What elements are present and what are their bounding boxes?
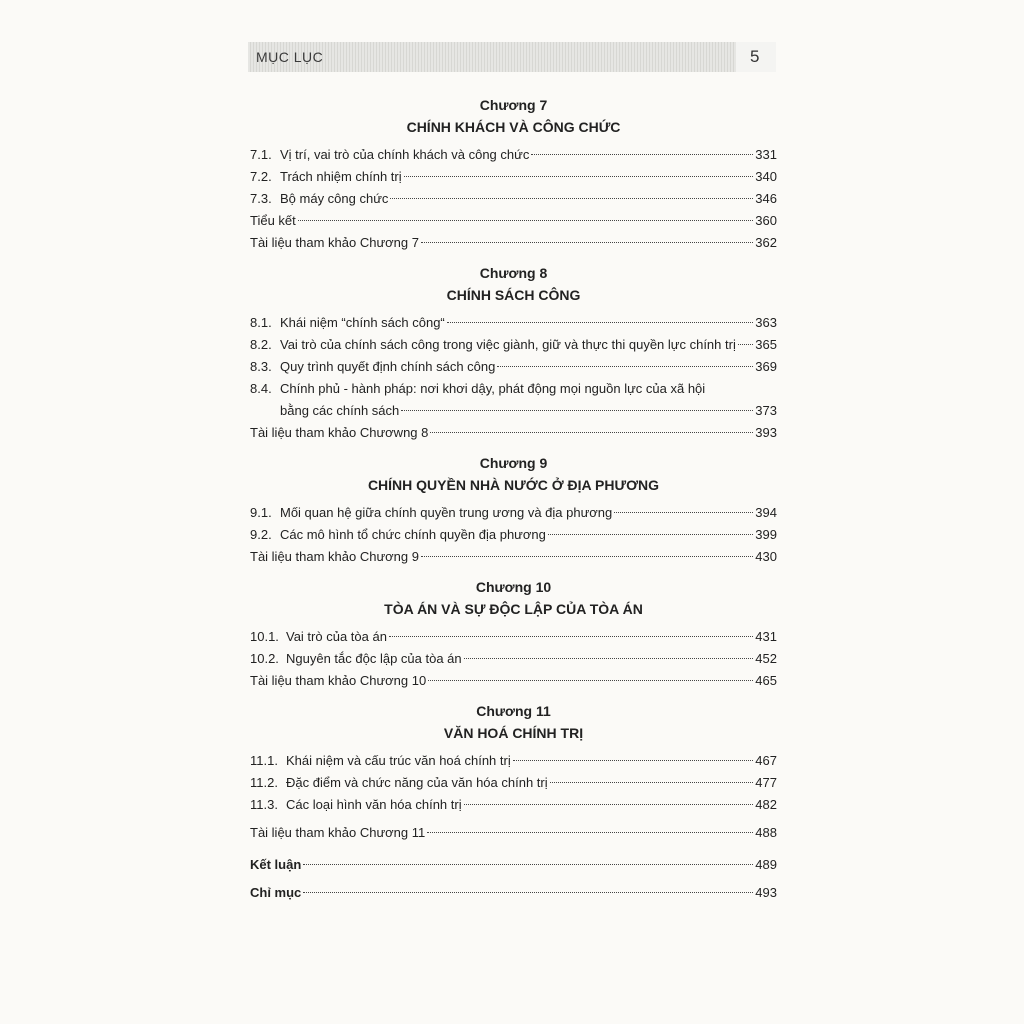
entry-label: Khái niệm và cấu trúc văn hoá chính trị	[286, 753, 511, 768]
entry-page: 482	[755, 797, 777, 812]
entry-label: Tài liệu tham khảo Chương 10	[250, 673, 427, 688]
dot-leader	[614, 512, 753, 513]
dot-leader	[738, 344, 753, 345]
entry-label: Khái niệm “chính sách công“	[280, 315, 445, 330]
toc-entry[interactable]	[250, 772, 777, 794]
entry-label: Nguyên tắc độc lập của tòa án	[286, 651, 462, 666]
entry-page: 340	[755, 169, 777, 184]
entry-page: 430	[755, 549, 777, 564]
chapter-title: TÒA ÁN VÀ SỰ ĐỘC LẬP CỦA TÒA ÁN	[384, 601, 643, 617]
entry-label: Tài liệu tham khảo Chươwng 8	[250, 425, 429, 440]
chapter-title: VĂN HOÁ CHÍNH TRỊ	[443, 725, 584, 741]
entry-page: 365	[755, 337, 777, 352]
toc-entry[interactable]	[250, 822, 777, 844]
toc-entry[interactable]	[250, 210, 777, 232]
entry-label: Mối quan hệ giữa chính quyền trung ương và địa phương	[280, 505, 613, 520]
dot-leader	[430, 432, 753, 433]
toc-entry-conclusion[interactable]	[250, 854, 777, 876]
chapter-section	[250, 96, 777, 254]
entry-page: 363	[755, 315, 777, 330]
running-header	[248, 42, 776, 72]
entry-page: 369	[755, 359, 777, 374]
toc-entry[interactable]	[250, 166, 777, 188]
end-matter	[250, 854, 777, 904]
dot-leader	[447, 322, 754, 323]
table-of-contents	[250, 96, 777, 904]
entry-label: Chỉ mục	[250, 885, 302, 900]
dot-leader	[389, 636, 753, 637]
entry-label: Trách nhiệm chính trị	[280, 169, 402, 184]
chapter-number: Chương 9	[479, 455, 548, 471]
entry-page: 493	[755, 885, 777, 900]
entry-label: Chính phủ - hành pháp: nơi khơi dậy, phát động mọi nguồn lực của xã hội	[280, 381, 706, 396]
chapter-section	[250, 702, 777, 844]
dot-leader	[428, 680, 753, 681]
chapter-title: CHÍNH SÁCH CÔNG	[446, 287, 581, 303]
dot-leader	[303, 864, 753, 865]
entry-page: 362	[755, 235, 777, 250]
entry-number: 10.1.	[250, 629, 279, 644]
entry-page: 331	[755, 147, 777, 162]
entry-page: 488	[755, 825, 777, 840]
chapter-section	[250, 454, 777, 568]
toc-entry[interactable]	[250, 356, 777, 378]
entry-page: 394	[755, 505, 777, 520]
toc-entry[interactable]	[250, 524, 777, 546]
entry-page: 431	[755, 629, 777, 644]
chapter-title: CHÍNH KHÁCH VÀ CÔNG CHỨC	[406, 119, 621, 135]
entry-label: Tài liệu tham khảo Chương 11	[250, 825, 426, 840]
entry-label: Vai trò của tòa án	[286, 629, 387, 644]
chapter-number: Chương 7	[479, 97, 548, 113]
entry-number: 8.1.	[250, 315, 272, 330]
entry-label: Đặc điểm và chức năng của văn hóa chính trị	[286, 775, 548, 790]
entry-page: 399	[755, 527, 777, 542]
entry-number: 7.2.	[250, 169, 272, 184]
entry-label-continued: bằng các chính sách	[280, 403, 400, 418]
dot-leader	[303, 892, 753, 893]
dot-leader	[548, 534, 753, 535]
dot-leader	[497, 366, 753, 367]
toc-entry[interactable]	[250, 312, 777, 334]
entry-label: Vai trò của chính sách công trong việc giành, giữ và thực thi quyền lực chính trị	[280, 337, 736, 352]
entry-number: 8.2.	[250, 337, 272, 352]
entry-label: Tài liệu tham khảo Chương 9	[250, 549, 419, 564]
entry-page: 477	[755, 775, 777, 790]
entry-page: 346	[755, 191, 777, 206]
chapter-number: Chương 8	[479, 265, 548, 281]
entry-number: 8.4.	[250, 381, 272, 396]
dot-leader	[401, 410, 753, 411]
entry-page: 467	[755, 753, 777, 768]
toc-entry[interactable]	[250, 334, 777, 356]
chapter-section	[250, 264, 777, 444]
entry-page: 393	[755, 425, 777, 440]
entry-page: 360	[755, 213, 777, 228]
entry-number: 7.1.	[250, 147, 272, 162]
entry-page: 489	[755, 857, 777, 872]
entry-number: 9.1.	[250, 505, 272, 520]
entry-number: 8.3.	[250, 359, 272, 374]
toc-entry[interactable]	[250, 750, 777, 772]
entry-page: 452	[755, 651, 777, 666]
entry-label: Tiểu kết	[250, 213, 296, 228]
toc-entry[interactable]	[250, 794, 777, 816]
entry-number: 7.3.	[250, 191, 272, 206]
chapter-number: Chương 11	[476, 703, 551, 719]
dot-leader	[464, 804, 754, 805]
chapter-number: Chương 10	[475, 579, 552, 595]
entry-number: 11.1.	[250, 753, 278, 768]
toc-entry-index[interactable]	[250, 882, 777, 904]
entry-label: Bộ máy công chức	[280, 191, 389, 206]
toc-entry[interactable]	[250, 144, 777, 166]
toc-entry[interactable]	[250, 546, 777, 568]
dot-leader	[464, 658, 754, 659]
toc-entry[interactable]	[250, 422, 777, 444]
entry-label: Các loại hình văn hóa chính trị	[286, 797, 462, 812]
toc-entry[interactable]	[250, 188, 777, 210]
toc-entry[interactable]	[250, 648, 777, 670]
toc-entry[interactable]	[250, 626, 777, 648]
page-number: 5	[750, 47, 760, 66]
entry-number: 11.3.	[250, 797, 278, 812]
chapter-section	[250, 578, 777, 692]
page-number-box	[736, 42, 776, 72]
dot-leader	[390, 198, 753, 199]
dot-leader	[421, 556, 753, 557]
toc-entry[interactable]	[250, 670, 777, 692]
entry-number: 10.2.	[250, 651, 279, 666]
dot-leader	[427, 832, 753, 833]
entry-label: Kết luận	[250, 857, 302, 872]
entry-label: Vị trí, vai trò của chính khách và công chức	[280, 147, 530, 162]
entry-label: Tài liệu tham khảo Chương 7	[250, 235, 419, 250]
entry-page: 373	[755, 403, 777, 418]
header-title: MỤC LỤC	[256, 49, 324, 65]
dot-leader	[550, 782, 754, 783]
entry-number: 9.2.	[250, 527, 272, 542]
dot-leader	[404, 176, 754, 177]
entry-label: Quy trình quyết định chính sách công	[280, 359, 496, 374]
entry-number: 11.2.	[250, 775, 278, 790]
dot-leader	[298, 220, 754, 221]
toc-entry[interactable]	[250, 502, 777, 524]
entry-label: Các mô hình tổ chức chính quyền địa phương	[280, 527, 546, 542]
toc-entry[interactable]	[250, 232, 777, 254]
toc-entry[interactable]	[250, 378, 777, 422]
dot-leader	[531, 154, 753, 155]
dot-leader	[513, 760, 754, 761]
chapter-title: CHÍNH QUYỀN NHÀ NƯỚC Ở ĐỊA PHƯƠNG	[367, 477, 660, 493]
dot-leader	[421, 242, 753, 243]
entry-page: 465	[755, 673, 777, 688]
